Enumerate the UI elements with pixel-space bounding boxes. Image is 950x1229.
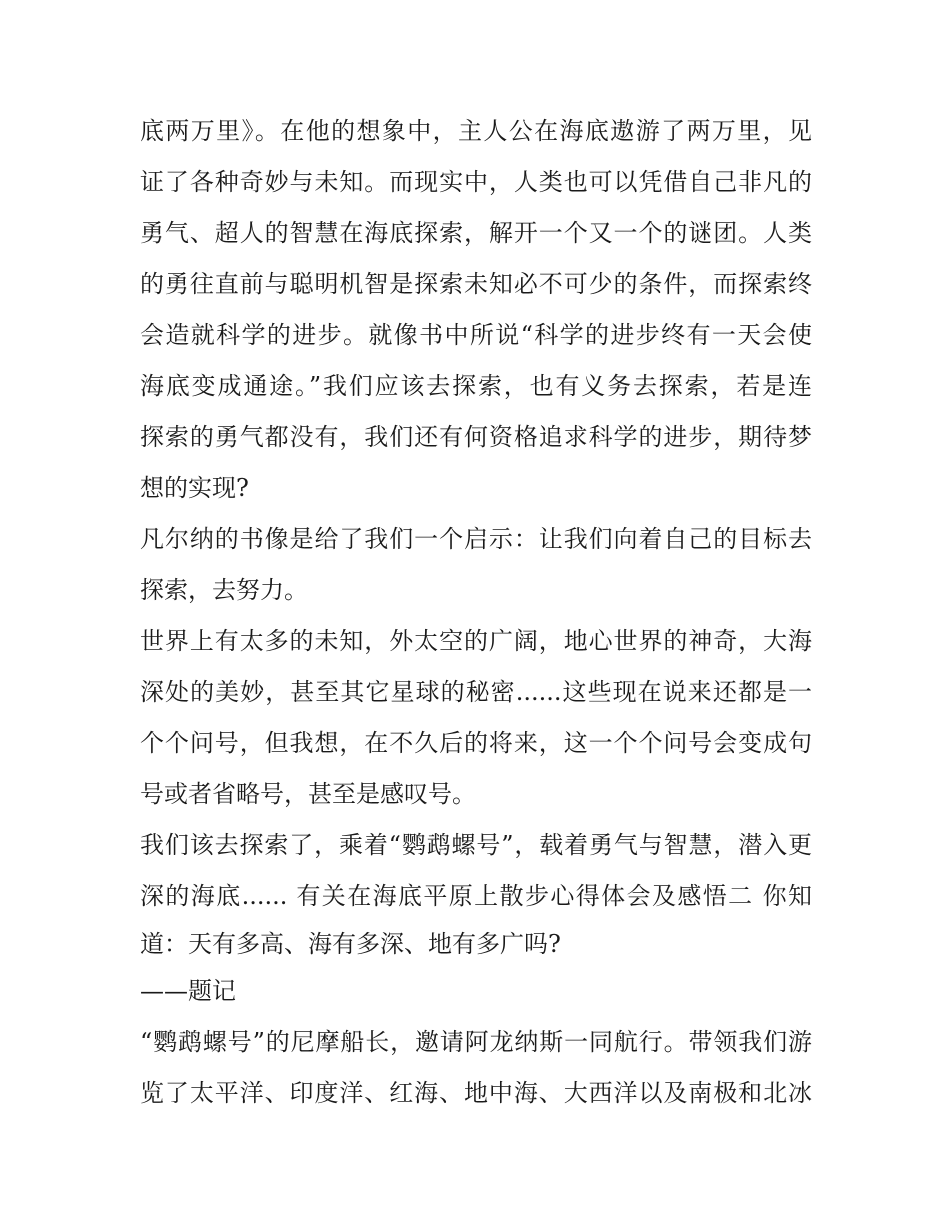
text-line-19: “鹦鹉螺号”的尼摩船长，邀请阿龙纳斯一同航行。带领我们游 xyxy=(140,1028,812,1056)
text-line-12: 深处的美妙，甚至其它星球的秘密......这些现在说来还都是一 xyxy=(140,678,812,706)
text-line-9: 凡尔纳的书像是给了我们一个启示：让我们向着自己的目标去 xyxy=(140,525,812,553)
text-line-3: 勇气、超人的智慧在海底探索，解开一个又一个的谜团。人类 xyxy=(140,219,812,247)
text-line-8: 想的实现? xyxy=(140,474,249,502)
text-line-13: 个个问号，但我想，在不久后的将来，这一个个问号会变成句 xyxy=(140,729,812,757)
text-line-6: 海底变成通途。”我们应该去探索，也有义务去探索，若是连 xyxy=(140,372,812,400)
text-line-18: ——题记 xyxy=(140,977,236,1005)
text-line-1: 底两万里》。在他的想象中，主人公在海底遨游了两万里，见 xyxy=(140,117,812,145)
text-line-5: 会造就科学的进步。就像书中所说“科学的进步终有一天会使 xyxy=(140,321,812,349)
text-line-14: 号或者省略号，甚至是感叹号。 xyxy=(140,780,476,808)
text-line-7: 探索的勇气都没有，我们还有何资格追求科学的进步，期待梦 xyxy=(140,423,812,451)
text-line-2: 证了各种奇妙与未知。而现实中，人类也可以凭借自己非凡的 xyxy=(140,168,812,196)
text-line-4: 的勇往直前与聪明机智是探索未知必不可少的条件，而探索终 xyxy=(140,270,812,298)
text-line-11: 世界上有太多的未知，外太空的广阔，地心世界的神奇，大海 xyxy=(140,627,812,655)
text-line-20: 览了太平洋、印度洋、红海、地中海、大西洋以及南极和北冰 xyxy=(140,1079,812,1107)
text-line-17: 道：天有多高、海有多深、地有多广吗? xyxy=(140,930,561,958)
text-line-16: 深的海底...... 有关在海底平原上散步心得体会及感悟二 你知 xyxy=(140,882,812,910)
text-line-10: 探索，去努力。 xyxy=(140,576,308,604)
document-page xyxy=(140,106,812,1119)
text-line-15: 我们该去探索了，乘着“鹦鹉螺号”，载着勇气与智慧，潜入更 xyxy=(140,831,812,859)
